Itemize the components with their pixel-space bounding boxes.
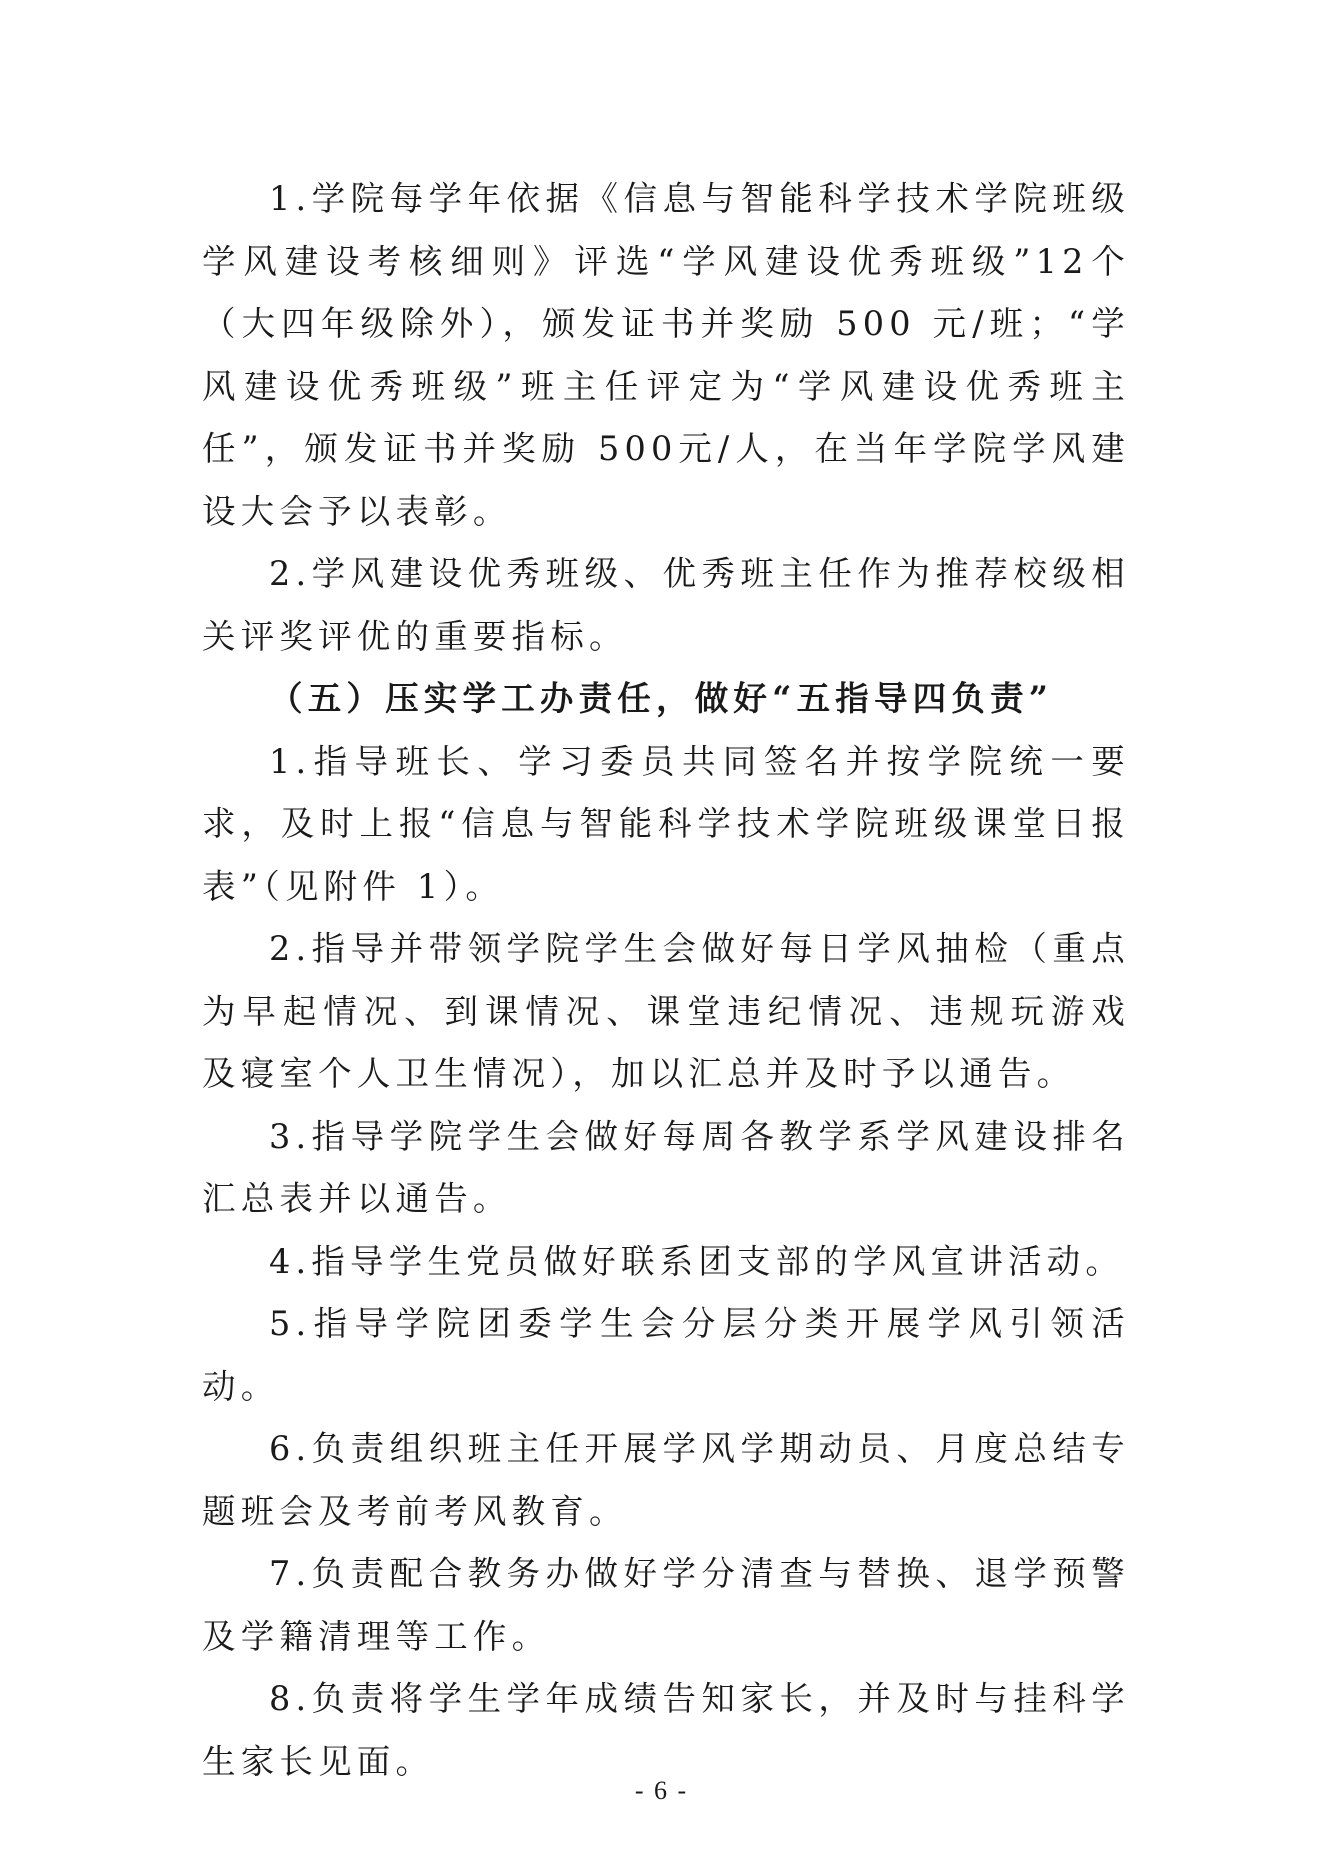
paragraph-guide-2: 2.指导并带领学院学生会做好每日学风抽检（重点为早起情况、到课情况、课堂违纪情况、违规玩游戏及寝室个人卫生情况），加以汇总并及时予以通告。 [202, 929, 1130, 1093]
paragraph-guide-1: 1.指导班长、学习委员共同签名并按学院统一要求，及时上报“信息与智能科学技术学院班级课堂日报表”（见附件 1）。 [202, 741, 1130, 906]
page-number: - 6 - [634, 1776, 689, 1805]
paragraph-duty-7: 7.负责配合教务办做好学分清查与替换、退学预警及学籍清理等工作。 [202, 1554, 1130, 1656]
paragraph-duty-6: 6.负责组织班主任开展学风学期动员、月度总结专题班会及考前考风教育。 [202, 1429, 1130, 1531]
paragraph-duty-8: 8.负责将学生学年成绩告知家长，并及时与挂科学生家长见面。 [202, 1679, 1130, 1781]
paragraph-evaluation-index: 2.学风建设优秀班级、优秀班主任作为推荐校级相关评奖评优的重要指标。 [202, 554, 1130, 656]
section-heading-five: （五）压实学工办责任，做好“五指导四负责” [269, 679, 1054, 718]
paragraph-guide-4: 4.指导学生党员做好联系团支部的学风宣讲活动。 [269, 1241, 1125, 1281]
paragraph-award-criteria: 1.学院每学年依据《信息与智能科学技术学院班级学风建设考核细则》评选“学风建设优秀班级”12个（大四年级除外），颁发证书并奖励 500 元/班；“学风建设优秀班级”班主任评定为“学风建设优秀班主任”，颁发证书并奖励 500元/人，在当年学院学风建设大会予以表彰。 [202, 179, 1130, 531]
paragraph-guide-5: 5.指导学院团委学生会分层分类开展学风引领活动。 [202, 1304, 1130, 1406]
document-body [202, 168, 1130, 1793]
paragraph-guide-3: 3.指导学院学生会做好每周各教学系学风建设排名汇总表并以通告。 [202, 1116, 1130, 1218]
